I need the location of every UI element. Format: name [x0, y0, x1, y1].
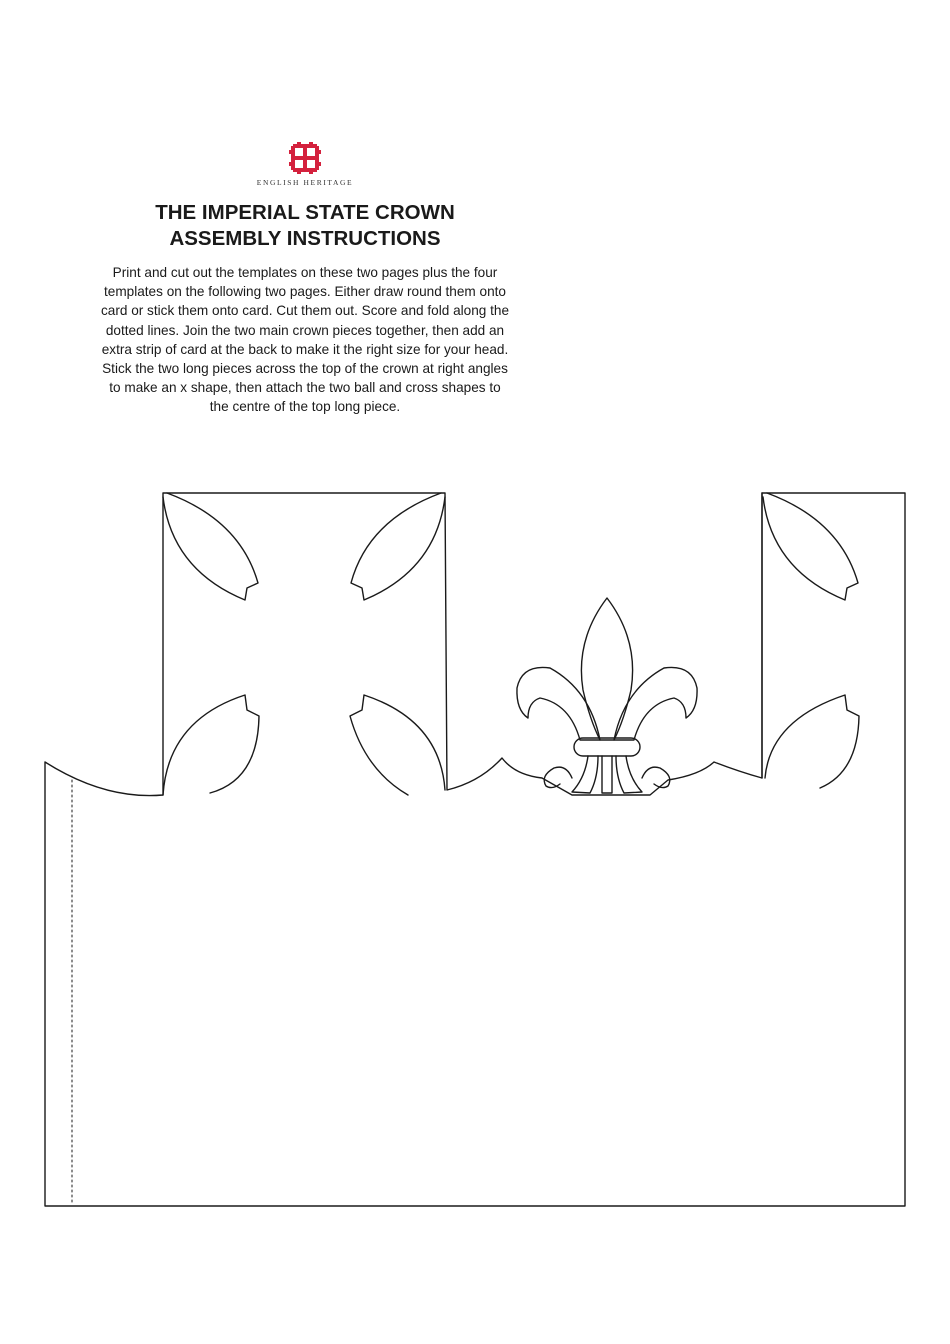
- title-line-1: THE IMPERIAL STATE CROWN: [155, 201, 455, 224]
- title-line-2: ASSEMBLY INSTRUCTIONS: [169, 227, 441, 250]
- org-name: ENGLISH HERITAGE: [256, 178, 354, 187]
- assembly-instructions: Print and cut out the templates on these two pages plus the four templates on the following two pages. Either draw round them onto card or stick them onto card. Cut them out. Score and fold along the dotted lines. Join the two main crown pieces together, then add an extra strip of card at the back to make it the right size for your head. Stick the two long pieces across the top of the crown at right angles to make an x shape, then attach the two ball and cross shapes to the centre of the top long piece.: [100, 265, 510, 415]
- fleur-de-lis-icon: [517, 598, 697, 793]
- cross-pattee-outline-icon: [163, 493, 445, 795]
- cross-pattee-partial-icon: [762, 493, 859, 788]
- crown-outline: [45, 493, 905, 1206]
